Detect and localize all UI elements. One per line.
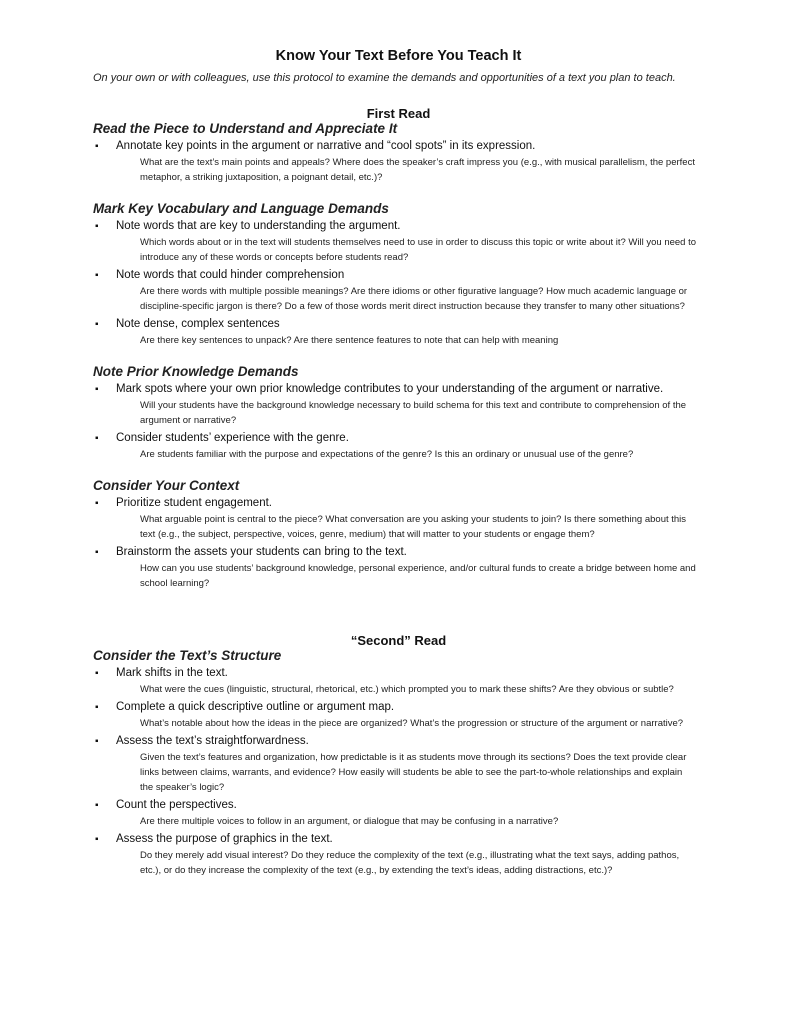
section-text-structure — [93, 648, 698, 878]
item-note: Given the text’s features and organization, how predictable is it as students move through its sections? Does the text provide clear links between claims, warrants, and evidence? How easily will students be able to see the part-to-whole relationships and explain the speaker’s logic? — [140, 752, 687, 793]
bullet-icon: ▪ — [95, 498, 99, 509]
section-heading: Consider the Text’s Structure — [93, 648, 282, 663]
list-item — [93, 138, 698, 185]
item-note: What’s notable about how the ideas in the piece are organized? What’s the progression or structure of the argument or narrative? — [140, 718, 684, 729]
item-note: Are students familiar with the purpose and expectations of the genre? Is this an ordinary or unusual use of the genre? — [140, 449, 634, 460]
list-item — [93, 218, 698, 265]
item-text: Brainstorm the assets your students can bring to the text. — [116, 546, 407, 558]
item-text: Assess the purpose of graphics in the text. — [116, 833, 333, 845]
list-item — [93, 381, 698, 428]
item-list — [93, 218, 698, 348]
list-item — [93, 316, 698, 348]
list-item — [93, 430, 698, 462]
item-list — [93, 665, 698, 878]
section-prior-knowledge — [93, 364, 698, 462]
item-text: Note words that are key to understanding the argument. — [116, 220, 401, 232]
item-text: Count the perspectives. — [116, 799, 237, 811]
item-text: Mark shifts in the text. — [116, 667, 228, 679]
first-read-heading: First Read — [366, 106, 431, 121]
second-read-heading: “Second” Read — [350, 633, 447, 648]
list-item — [93, 733, 698, 795]
bullet-icon: ▪ — [95, 547, 99, 558]
item-note: What were the cues (linguistic, structural, rhetorical, etc.) which prompted you to mark these shifts? Are they obvious or subtle? — [140, 684, 674, 695]
bullet-icon: ▪ — [95, 736, 99, 747]
bullet-icon: ▪ — [95, 384, 99, 395]
item-text: Prioritize student engagement. — [116, 497, 272, 509]
item-note: Do they merely add visual interest? Do they reduce the complexity of the text (e.g., illustrating what the text says, adding pathos, etc.), or do they increase the complexity of the text (e.g., by extending the text’s ideas, adding distractions, etc.)? — [140, 850, 680, 876]
item-list — [93, 138, 698, 185]
section-read-to-understand — [93, 121, 698, 185]
item-note: What arguable point is central to the piece? What conversation are you asking your students to join? Is there something about this text (e.g., the subject, perspective, voices, genre, medium) that will matter to your students or engage them? — [140, 514, 687, 540]
section-heading: Note Prior Knowledge Demands — [93, 364, 299, 379]
bullet-icon: ▪ — [95, 270, 99, 281]
item-text: Assess the text’s straightforwardness. — [116, 735, 309, 747]
item-list — [93, 495, 698, 591]
document-intro: On your own or with colleagues, use this protocol to examine the demands and opportunities of a text you plan to teach. — [93, 72, 676, 84]
section-heading: Consider Your Context — [93, 478, 240, 493]
list-item — [93, 797, 698, 829]
bullet-icon: ▪ — [95, 668, 99, 679]
bullet-icon: ▪ — [95, 800, 99, 811]
item-note: Are there words with multiple possible meanings? Are there idioms or other figurative language? How much academic language or discipline-specific jargon is there? Do a few of those words merit direct instruction because they transfer to many other situations? — [140, 286, 688, 312]
item-text: Complete a quick descriptive outline or argument map. — [116, 701, 395, 713]
list-item — [93, 665, 698, 697]
bullet-icon: ▪ — [95, 834, 99, 845]
section-heading: Mark Key Vocabulary and Language Demands — [93, 201, 389, 216]
item-note: Will your students have the background knowledge necessary to build schema for this text and contribute to comprehension of the argument or narrative? — [140, 400, 687, 426]
section-heading: Read the Piece to Understand and Appreciate It — [93, 121, 398, 136]
section-context — [93, 478, 698, 591]
item-text: Annotate key points in the argument or narrative and “cool spots” in its expression. — [116, 140, 536, 152]
list-item — [93, 544, 698, 591]
item-note: What are the text’s main points and appeals? Where does the speaker’s craft impress you (e.g., with musical parallelism, the perfect metaphor, a striking juxtaposition, a poignant detail, etc.)? — [140, 157, 695, 183]
bullet-icon: ▪ — [95, 319, 99, 330]
item-note: Are there key sentences to unpack? Are there sentence features to note that can help with meaning — [140, 335, 559, 346]
item-text: Mark spots where your own prior knowledge contributes to your understanding of the argument or narrative. — [116, 383, 664, 395]
document-page — [93, 48, 698, 880]
list-item — [93, 699, 698, 731]
bullet-icon: ▪ — [95, 221, 99, 232]
bullet-icon: ▪ — [95, 433, 99, 444]
item-note: How can you use students’ background knowledge, personal experience, and/or cultural funds to create a bridge between home and school learning? — [140, 563, 696, 589]
bullet-icon: ▪ — [95, 702, 99, 713]
bullet-icon: ▪ — [95, 141, 99, 152]
item-note: Which words about or in the text will students themselves need to use in order to discuss this topic or write about it? Will you need to introduce any of these words or concepts before students read? — [140, 237, 697, 263]
item-list — [93, 381, 698, 462]
item-note: Are there multiple voices to follow in an argument, or dialogue that may be confusing in a narrative? — [140, 816, 559, 827]
item-text: Note words that could hinder comprehension — [116, 269, 345, 281]
document-title: Know Your Text Before You Teach It — [275, 48, 522, 64]
item-text: Note dense, complex sentences — [116, 318, 280, 330]
list-item — [93, 831, 698, 878]
item-text: Consider students’ experience with the genre. — [116, 432, 349, 444]
section-vocabulary — [93, 201, 698, 348]
list-item — [93, 267, 698, 314]
list-item — [93, 495, 698, 542]
